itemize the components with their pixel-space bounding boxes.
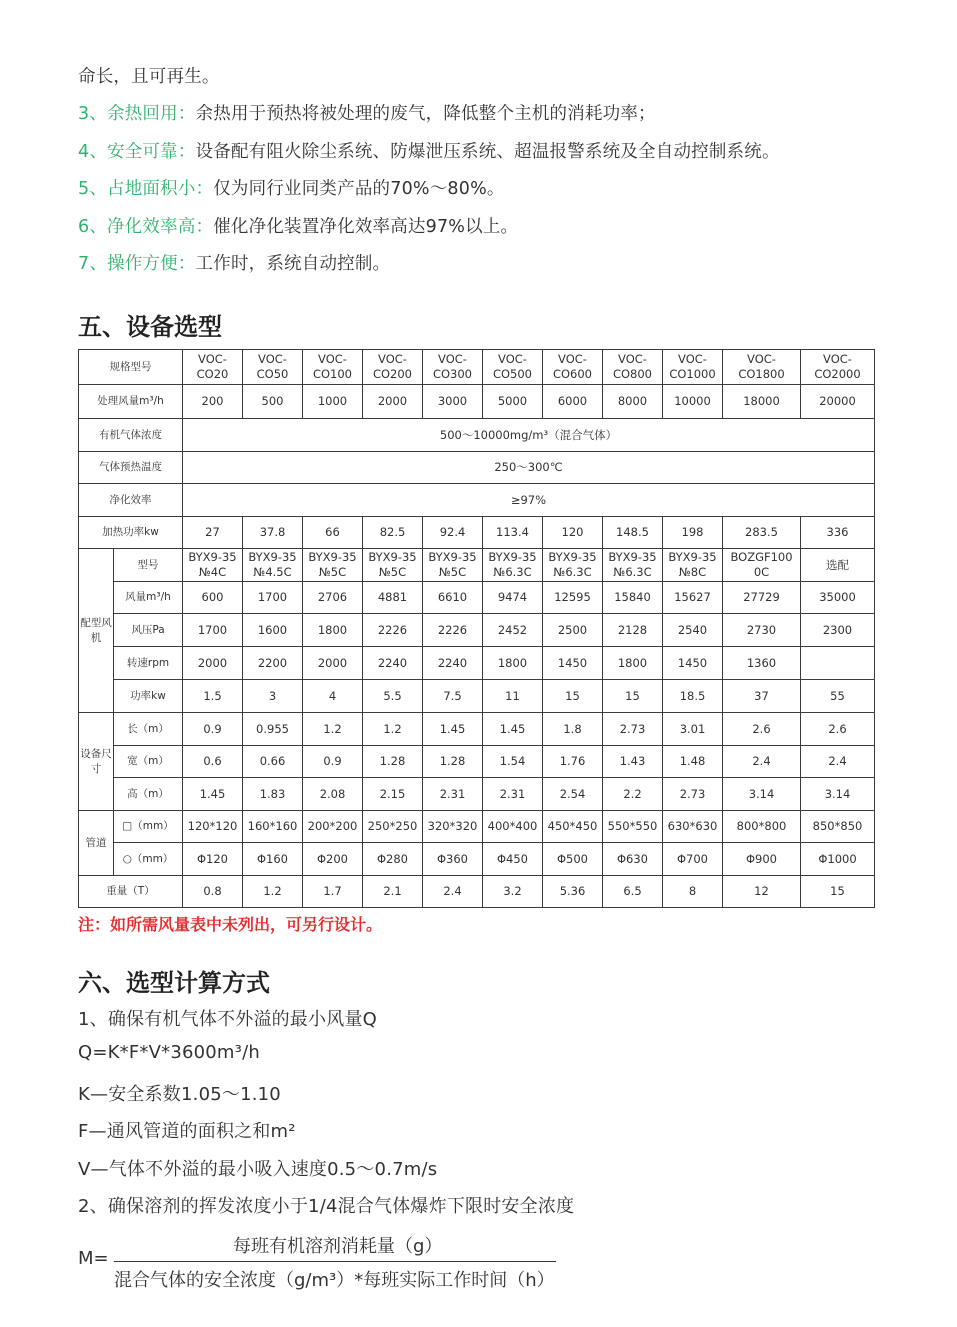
row-header-preheat: 气体预热温度 bbox=[79, 452, 183, 484]
table-cell: 12 bbox=[723, 876, 801, 908]
table-cell: 200 bbox=[183, 385, 243, 419]
table-cell: 37.8 bbox=[243, 517, 303, 549]
table-cell: 850*850 bbox=[801, 811, 875, 843]
table-cell: BYX9-35 №5C bbox=[363, 549, 423, 582]
table-row bbox=[79, 484, 875, 517]
feature-text: 余热用于预热将被处理的废气，降低整个主机的消耗功率； bbox=[195, 104, 656, 124]
table-cell: 600 bbox=[183, 582, 243, 614]
table-cell: 0.9 bbox=[183, 713, 243, 746]
table-row bbox=[79, 517, 875, 549]
table-cell: Φ120 bbox=[183, 843, 243, 876]
table-row bbox=[79, 614, 875, 647]
table-cell: 3.2 bbox=[483, 876, 543, 908]
table-cell: 2500 bbox=[543, 614, 603, 647]
row-header-airflow: 处理风量m³/h bbox=[79, 385, 183, 419]
table-cell: 1.45 bbox=[183, 778, 243, 811]
feature-label: 5、占地面积小： bbox=[78, 179, 214, 199]
table-cell: 37 bbox=[723, 680, 801, 713]
table-cell: VOC- CO300 bbox=[423, 350, 483, 385]
table-cell: 1.83 bbox=[243, 778, 303, 811]
table-cell: 2.73 bbox=[663, 778, 723, 811]
table-cell: BYX9-35 №6.3C bbox=[603, 549, 663, 582]
table-cell: 2.6 bbox=[723, 713, 801, 746]
table-cell: VOC- CO1800 bbox=[723, 350, 801, 385]
table-cell: Φ700 bbox=[663, 843, 723, 876]
table-cell: 148.5 bbox=[603, 517, 663, 549]
table-cell: 1.7 bbox=[303, 876, 363, 908]
table-cell: 2.4 bbox=[423, 876, 483, 908]
table-cell: 550*550 bbox=[603, 811, 663, 843]
row-header-sub: 宽（m） bbox=[114, 746, 183, 778]
selection-note: 注：如所需风量表中未列出，可另行设计。 bbox=[78, 915, 383, 934]
table-cell: Φ500 bbox=[543, 843, 603, 876]
table-cell: 2.2 bbox=[603, 778, 663, 811]
table-cell: 0.6 bbox=[183, 746, 243, 778]
table-cell: 2.31 bbox=[423, 778, 483, 811]
table-cell: 400*400 bbox=[483, 811, 543, 843]
table-cell: 2.08 bbox=[303, 778, 363, 811]
table-cell: 2706 bbox=[303, 582, 363, 614]
table-cell: 3.14 bbox=[801, 778, 875, 811]
table-cell: 1.76 bbox=[543, 746, 603, 778]
table-cell: 1.43 bbox=[603, 746, 663, 778]
table-cell: 0.9 bbox=[303, 746, 363, 778]
table-cell: 120*120 bbox=[183, 811, 243, 843]
table-cell: 12595 bbox=[543, 582, 603, 614]
table-cell: 336 bbox=[801, 517, 875, 549]
table-cell: VOC- CO800 bbox=[603, 350, 663, 385]
table-cell: 2.4 bbox=[723, 746, 801, 778]
table-cell: 1.54 bbox=[483, 746, 543, 778]
table-row bbox=[79, 452, 875, 484]
table-cell: 15 bbox=[801, 876, 875, 908]
table-cell: 0.955 bbox=[243, 713, 303, 746]
table-cell: 500 bbox=[243, 385, 303, 419]
table-cell: VOC- CO1000 bbox=[663, 350, 723, 385]
table-cell: 5000 bbox=[483, 385, 543, 419]
table-cell: 11 bbox=[483, 680, 543, 713]
table-cell: 1600 bbox=[243, 614, 303, 647]
table-cell: VOC- CO50 bbox=[243, 350, 303, 385]
table-row bbox=[79, 549, 875, 582]
table-cell: VOC- CO100 bbox=[303, 350, 363, 385]
table-cell-merged: 250～300℃ bbox=[183, 452, 875, 484]
table-cell-merged: 500～10000mg/m³（混合气体） bbox=[183, 419, 875, 452]
table-cell: BYX9-35 №5C bbox=[303, 549, 363, 582]
table-cell: 3 bbox=[243, 680, 303, 713]
feature-text: 催化净化装置净化效率高达97%以上。 bbox=[213, 217, 519, 237]
table-cell: 2452 bbox=[483, 614, 543, 647]
table-cell: 15 bbox=[543, 680, 603, 713]
calc-line: F—通风管道的面积之和m² bbox=[78, 1121, 296, 1142]
table-cell: 1800 bbox=[603, 647, 663, 680]
table-cell: BYX9-35 №6.3C bbox=[543, 549, 603, 582]
row-header-efficiency: 净化效率 bbox=[79, 484, 183, 517]
row-header-sub: 功率kw bbox=[114, 680, 183, 713]
section-title-equipment-selection: 五、设备选型 bbox=[78, 313, 222, 341]
feature-item bbox=[78, 138, 780, 163]
table-cell: Φ900 bbox=[723, 843, 801, 876]
table-row bbox=[79, 811, 875, 843]
table-cell: 2.6 bbox=[801, 713, 875, 746]
table-row bbox=[79, 385, 875, 419]
table-cell: 1.2 bbox=[303, 713, 363, 746]
table-cell: 9474 bbox=[483, 582, 543, 614]
table-cell: 120 bbox=[543, 517, 603, 549]
table-cell: 2000 bbox=[183, 647, 243, 680]
table-cell: BOZGF100 0C bbox=[723, 549, 801, 582]
table-cell: 283.5 bbox=[723, 517, 801, 549]
feature-item bbox=[78, 100, 656, 125]
table-cell: 1800 bbox=[483, 647, 543, 680]
table-cell: 10000 bbox=[663, 385, 723, 419]
table-cell: 92.4 bbox=[423, 517, 483, 549]
table-row bbox=[79, 778, 875, 811]
table-cell: BYX9-35 №6.3C bbox=[483, 549, 543, 582]
row-header-heating: 加热功率kw bbox=[79, 517, 183, 549]
table-row bbox=[79, 680, 875, 713]
row-header-sub: 转速rpm bbox=[114, 647, 183, 680]
table-cell: BYX9-35 №8C bbox=[663, 549, 723, 582]
table-cell: 1.45 bbox=[483, 713, 543, 746]
formula-denominator: 混合气体的安全浓度（g/m³）*每班实际工作时间（h） bbox=[114, 1270, 555, 1291]
table-cell: 2128 bbox=[603, 614, 663, 647]
table-cell: 1.48 bbox=[663, 746, 723, 778]
table-row bbox=[79, 746, 875, 778]
table-cell: 1450 bbox=[543, 647, 603, 680]
table-row bbox=[79, 876, 875, 908]
table-cell: 2200 bbox=[243, 647, 303, 680]
table-cell: 18000 bbox=[723, 385, 801, 419]
calc-line: K—安全系数1.05～1.10 bbox=[78, 1084, 281, 1105]
row-header-sub: ○（mm） bbox=[114, 843, 183, 876]
intro-line: 命长，且可再生。 bbox=[78, 67, 220, 87]
table-cell: 3000 bbox=[423, 385, 483, 419]
table-cell: 2.73 bbox=[603, 713, 663, 746]
table-cell: 8 bbox=[663, 876, 723, 908]
table-cell: Φ160 bbox=[243, 843, 303, 876]
table-cell: 2000 bbox=[363, 385, 423, 419]
feature-item bbox=[78, 250, 390, 275]
group-header-duct: 管道 bbox=[79, 811, 114, 876]
table-cell: 66 bbox=[303, 517, 363, 549]
row-header-sub: 长（m） bbox=[114, 713, 183, 746]
table-cell: 1.28 bbox=[423, 746, 483, 778]
table-cell: 2.4 bbox=[801, 746, 875, 778]
table-cell: 1450 bbox=[663, 647, 723, 680]
table-cell: Φ360 bbox=[423, 843, 483, 876]
table-cell: 2.31 bbox=[483, 778, 543, 811]
table-cell: 113.4 bbox=[483, 517, 543, 549]
table-cell: 2240 bbox=[363, 647, 423, 680]
row-header-sub: □（mm） bbox=[114, 811, 183, 843]
group-header-fan: 配型风 机 bbox=[79, 549, 114, 713]
table-row bbox=[79, 843, 875, 876]
table-row bbox=[79, 350, 875, 385]
table-cell: 2.15 bbox=[363, 778, 423, 811]
table-cell: 1.2 bbox=[243, 876, 303, 908]
table-cell: 320*320 bbox=[423, 811, 483, 843]
table-cell: VOC- CO600 bbox=[543, 350, 603, 385]
table-cell: BYX9-35 №4.5C bbox=[243, 549, 303, 582]
row-header-sub: 型号 bbox=[114, 549, 183, 582]
row-header-sub: 风压Pa bbox=[114, 614, 183, 647]
table-cell: 450*450 bbox=[543, 811, 603, 843]
table-cell: 1.8 bbox=[543, 713, 603, 746]
feature-text: 仅为同行业同类产品的70%～80%。 bbox=[213, 179, 505, 199]
table-cell: 2540 bbox=[663, 614, 723, 647]
table-cell: Φ630 bbox=[603, 843, 663, 876]
table-cell: 1360 bbox=[723, 647, 801, 680]
table-cell-merged: ≥97% bbox=[183, 484, 875, 517]
table-cell: 3.01 bbox=[663, 713, 723, 746]
table-cell: 0.66 bbox=[243, 746, 303, 778]
row-header-weight: 重量（T） bbox=[79, 876, 183, 908]
table-cell: 27 bbox=[183, 517, 243, 549]
fraction-bar bbox=[114, 1261, 556, 1262]
feature-text: 设备配有阻火除尘系统、防爆泄压系统、超温报警系统及全自动控制系统。 bbox=[195, 142, 780, 162]
formula-numerator: 每班有机溶剂消耗量（g） bbox=[233, 1236, 443, 1257]
table-row bbox=[79, 713, 875, 746]
group-header-size: 设备尺 寸 bbox=[79, 713, 114, 811]
table-cell: 7.5 bbox=[423, 680, 483, 713]
table-cell: VOC- CO200 bbox=[363, 350, 423, 385]
row-header-model: 规格型号 bbox=[79, 350, 183, 385]
table-cell: 200*200 bbox=[303, 811, 363, 843]
table-cell: 2.54 bbox=[543, 778, 603, 811]
row-header-sub: 高（m） bbox=[114, 778, 183, 811]
table-row bbox=[79, 582, 875, 614]
table-cell bbox=[801, 647, 875, 680]
section-title-calculation: 六、选型计算方式 bbox=[78, 969, 270, 997]
table-cell: 8000 bbox=[603, 385, 663, 419]
table-cell: 6.5 bbox=[603, 876, 663, 908]
feature-label: 4、安全可靠： bbox=[78, 142, 196, 162]
row-header-sub: 风量m³/h bbox=[114, 582, 183, 614]
calc-line: Q=K*F*V*3600m³/h bbox=[78, 1042, 260, 1063]
feature-label: 7、操作方便： bbox=[78, 254, 196, 274]
table-cell: 15840 bbox=[603, 582, 663, 614]
table-cell: 82.5 bbox=[363, 517, 423, 549]
formula-lhs: M= bbox=[78, 1248, 109, 1269]
table-cell: 800*800 bbox=[723, 811, 801, 843]
table-cell: Φ1000 bbox=[801, 843, 875, 876]
table-cell: 1.45 bbox=[423, 713, 483, 746]
table-cell: VOC- CO20 bbox=[183, 350, 243, 385]
table-cell: 2000 bbox=[303, 647, 363, 680]
table-cell: Φ200 bbox=[303, 843, 363, 876]
feature-item bbox=[78, 175, 505, 200]
table-cell: 2226 bbox=[423, 614, 483, 647]
table-cell: 0.8 bbox=[183, 876, 243, 908]
calc-line: V—气体不外溢的最小吸入速度0.5～0.7m/s bbox=[78, 1159, 438, 1180]
table-cell: 1800 bbox=[303, 614, 363, 647]
table-row bbox=[79, 647, 875, 680]
table-cell: 55 bbox=[801, 680, 875, 713]
table-cell: 15 bbox=[603, 680, 663, 713]
table-cell: 18.5 bbox=[663, 680, 723, 713]
table-cell: BYX9-35 №5C bbox=[423, 549, 483, 582]
table-cell: 1.5 bbox=[183, 680, 243, 713]
table-cell: 1700 bbox=[183, 614, 243, 647]
table-cell: 4881 bbox=[363, 582, 423, 614]
table-cell: 630*630 bbox=[663, 811, 723, 843]
table-row bbox=[79, 419, 875, 452]
table-cell: 2.1 bbox=[363, 876, 423, 908]
table-cell: 5.36 bbox=[543, 876, 603, 908]
row-header-concentration: 有机气体浓度 bbox=[79, 419, 183, 452]
calc-line: 2、确保溶剂的挥发浓度小于1/4混合气体爆炸下限时安全浓度 bbox=[78, 1196, 575, 1217]
feature-text: 工作时，系统自动控制。 bbox=[195, 254, 391, 274]
table-cell: 1.2 bbox=[363, 713, 423, 746]
table-cell: VOC- CO500 bbox=[483, 350, 543, 385]
table-cell: 198 bbox=[663, 517, 723, 549]
table-cell: 选配 bbox=[801, 549, 875, 582]
feature-label: 3、余热回用： bbox=[78, 104, 196, 124]
feature-item bbox=[78, 213, 518, 238]
table-cell: 27729 bbox=[723, 582, 801, 614]
table-cell: 2300 bbox=[801, 614, 875, 647]
table-cell: 5.5 bbox=[363, 680, 423, 713]
table-cell: 15627 bbox=[663, 582, 723, 614]
table-cell: VOC- CO2000 bbox=[801, 350, 875, 385]
calc-line: 1、确保有机气体不外溢的最小风量Q bbox=[78, 1009, 378, 1030]
table-cell: Φ280 bbox=[363, 843, 423, 876]
table-cell: 2730 bbox=[723, 614, 801, 647]
table-cell: 250*250 bbox=[363, 811, 423, 843]
table-cell: 2240 bbox=[423, 647, 483, 680]
table-cell: Φ450 bbox=[483, 843, 543, 876]
table-cell: BYX9-35 №4C bbox=[183, 549, 243, 582]
table-cell: 2226 bbox=[363, 614, 423, 647]
table-cell: 35000 bbox=[801, 582, 875, 614]
table-cell: 1.28 bbox=[363, 746, 423, 778]
table-cell: 6610 bbox=[423, 582, 483, 614]
feature-label: 6、净化效率高： bbox=[78, 217, 214, 237]
table-cell: 1700 bbox=[243, 582, 303, 614]
table-cell: 4 bbox=[303, 680, 363, 713]
table-cell: 3.14 bbox=[723, 778, 801, 811]
table-cell: 20000 bbox=[801, 385, 875, 419]
table-cell: 6000 bbox=[543, 385, 603, 419]
spec-table bbox=[78, 349, 875, 908]
table-cell: 160*160 bbox=[243, 811, 303, 843]
table-cell: 1000 bbox=[303, 385, 363, 419]
